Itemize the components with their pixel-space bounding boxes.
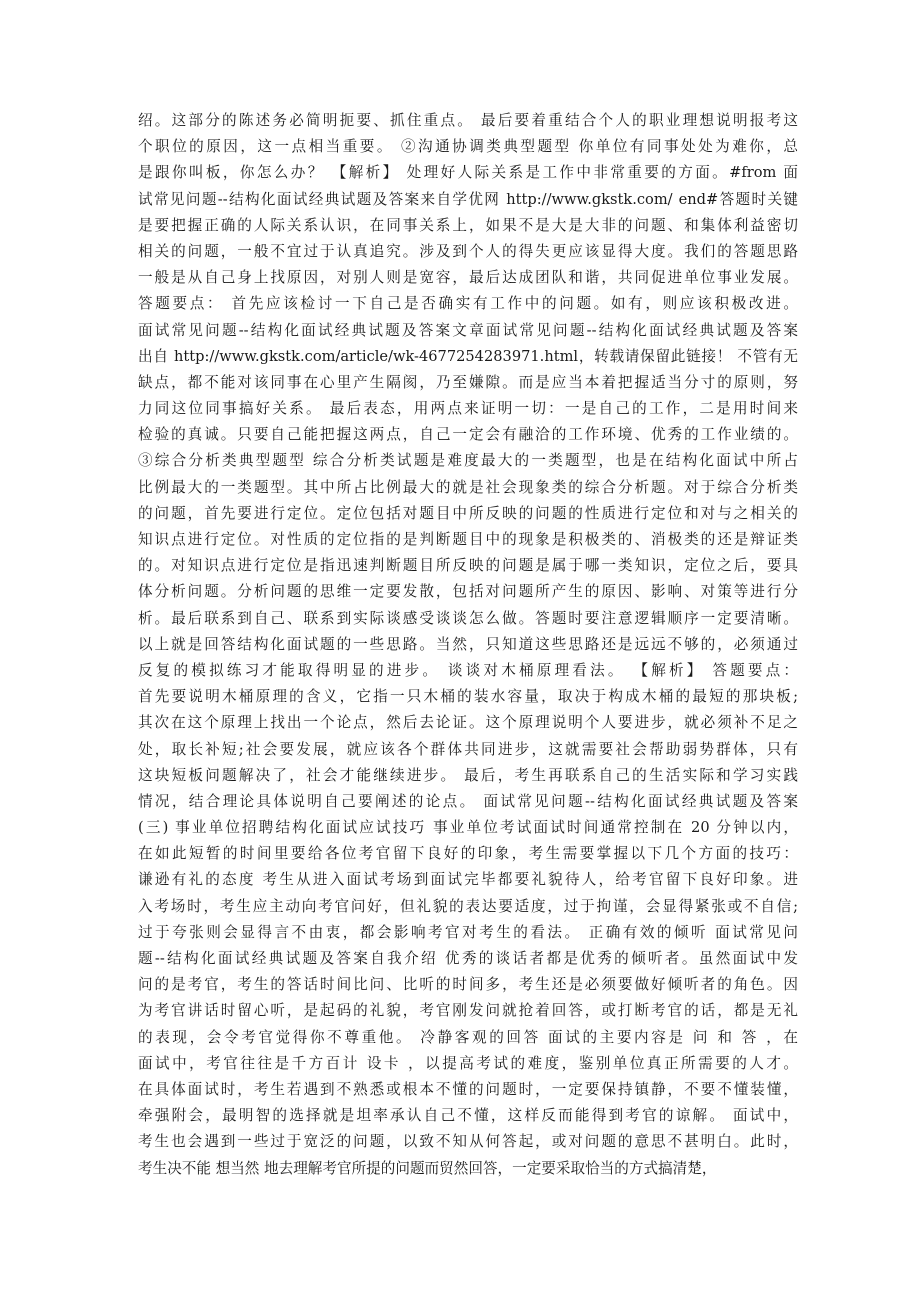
text-line: 检验的真诚。只要自己能把握这两点，自己一定会有融洽的工作环境、优秀的工作业绩的。 [138, 426, 798, 444]
text-line: 在具体面试时，考生若遇到不熟悉或根本不懂的问题时，一定要保持镇静，不要不懂装懂， [138, 1080, 798, 1098]
text-line: 答题要点： 首先应该检讨一下自己是否确实有工作中的问题。如有，则应该积极改进。 [138, 295, 798, 313]
text-line: 的。对知识点进行定位是指迅速判断题目所反映的问题是属于哪一类知识，定位之后，要具 [138, 557, 798, 575]
text-line: 一般是从自己身上找原因，对别人则是宽容，最后达成团队和谐，共同促进单位事业发展。 [138, 269, 798, 287]
text-line: 比例最大的一类题型。其中所占比例最大的就是社会现象类的综合分析题。对于综合分析类 [138, 478, 798, 496]
text-line: 的问题，首先要进行定位。定位包括对题目中所反映的问题的性质进行定位和对与之相关的 [138, 504, 798, 522]
text-line: 的表现，会令考官觉得你不尊重他。 冷静客观的回答 面试的主要内容是 问 和 答 ，在 [138, 1028, 798, 1046]
text-line: 牵强附会，最明智的选择就是坦率承认自己不懂，这样反而能得到考官的谅解。 面试中， [138, 1107, 798, 1125]
text-line: 过于夸张则会显得言不由衷，都会影响考官对考生的看法。 正确有效的倾听 面试常见问 [138, 923, 798, 941]
text-line: 出自 http://www.gkstk.com/article/wk-4677254283971.html，转载请保留此链接！ 不管有无 [138, 347, 798, 365]
text-line: 相关的问题，一般不宜过于认真追究。涉及到个人的得失更应该显得大度。我们的答题思路 [138, 242, 798, 260]
text-line: 面试中，考官往往是千方百计 设卡 ，以提高考试的难度，鉴别单位真正所需要的人才。 [138, 1054, 798, 1072]
text-line: 在如此短暂的时间里要给各位考官留下良好的印象，考生需要掌握以下几个方面的技巧： [138, 845, 798, 863]
text-line: 入考场时，考生应主动向考官问好，但礼貌的表达要适度，过于拘谨，会显得紧张或不自信; [138, 897, 798, 915]
text-line: 题--结构化面试经典试题及答案自我介绍 优秀的谈话者都是优秀的倾听者。虽然面试中发 [138, 950, 798, 967]
text-line: 是要把握正确的人际关系认识，在同事关系上，如果不是大是大非的问题、和集体利益密切 [138, 216, 798, 234]
text-line: 情况，结合理论具体说明自己要阐述的论点。 面试常见问题--结构化面试经典试题及答案 [138, 792, 798, 810]
text-line: 知识点进行定位。对性质的定位指的是判断题目中的现象是积极类的、消极类的还是辩证类 [138, 531, 798, 548]
text-line: 问的是考官，考生的答话时间比问、比听的时间多，考生还是必须要做好倾听者的角色。因 [138, 976, 798, 994]
text-line: 考生也会遇到一些过于宽泛的问题，以致不知从何答起，或对问题的意思不甚明白。此时， [138, 1133, 798, 1151]
text-line: 力同这位同事搞好关系。 最后表态，用两点来证明一切：一是自己的工作，二是用时间来 [138, 400, 798, 418]
text-line: 析。最后联系到自己、联系到实际谈感受谈谈怎么做。答题时要注意逻辑顺序一定要清晰。 [138, 609, 798, 627]
text-line: 是跟你叫板，你怎么办？ 【解析】 处理好人际关系是工作中非常重要的方面。#from 面 [138, 164, 798, 182]
text-line: 绍。这部分的陈述务必简明扼要、抓住重点。 最后要着重结合个人的职业理想说明报考这 [138, 112, 798, 129]
text-line: (三) 事业单位招聘结构化面试应试技巧 事业单位考试面试时间通常控制在 20 分钟以内， [138, 819, 798, 837]
text-line: 为考官讲话时留心听，是起码的礼貌，考官刚发问就抢着回答，或打断考官的话，都是无礼 [138, 1002, 798, 1020]
text-line: 缺点，都不能对该同事在心里产生隔阂，乃至嫌隙。而是应当本着把握适当分寸的原则，努 [138, 373, 798, 391]
text-line: 谦逊有礼的态度 考生从进入面试考场到面试完毕都要礼貌待人，给考官留下良好印象。进 [138, 871, 798, 889]
text-line: 反复的模拟练习才能取得明显的进步。 谈谈对木桶原理看法。 【解析】 答题要点： [138, 661, 798, 679]
text-line: 其次在这个原理上找出一个论点，然后去论证。这个原理说明个人要进步，就必须补不足之 [138, 714, 798, 732]
text-line: 首先要说明木桶原理的含义，它指一只木桶的装水容量，取决于构成木桶的最短的那块板; [138, 688, 798, 706]
text-line: 体分析问题。分析问题的思维一定要发散，包括对问题所产生的原因、影响、对策等进行分 [138, 583, 798, 601]
text-line: 考生决不能 想当然 地去理解考官所提的问题而贸然回答，一定要采取恰当的方式搞清楚， [138, 1159, 717, 1177]
body-text [138, 108, 798, 1182]
text-line: 试常见问题--结构化面试经典试题及答案来自学优网 http://www.gkstk.com/ end#答题时关键 [138, 190, 798, 208]
text-line: 面试常见问题--结构化面试经典试题及答案文章面试常见问题--结构化面试经典试题及答案 [138, 321, 798, 339]
text-line: ③综合分析类典型题型 综合分析类试题是难度最大的一类题型，也是在结构化面试中所占 [138, 452, 798, 470]
text-line: 以上就是回答结构化面试题的一些思路。当然，只知道这些思路还是远远不够的，必须通过 [138, 635, 798, 653]
text-line: 这块短板问题解决了，社会才能继续进步。 最后，考生再联系自己的生活实际和学习实践 [138, 766, 798, 784]
text-line: 处，取长补短;社会要发展，就应该各个群体共同进步，这就需要社会帮助弱势群体，只有 [138, 740, 798, 758]
text-line: 个职位的原因，这一点相当重要。 ②沟通协调类典型题型 你单位有同事处处为难你，总 [138, 138, 798, 156]
